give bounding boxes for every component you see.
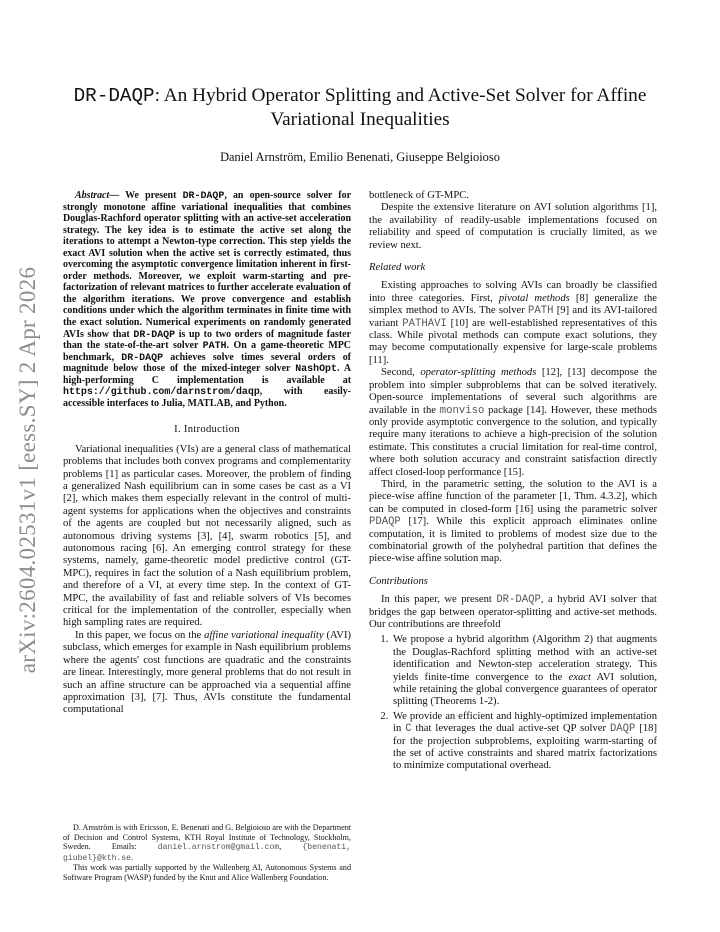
related-work-paragraph: Second, operator-splitting methods [12], [13] decompose the problem into simpler subproblems that can be solved iteratively. Open-source implementations of several such algorithms are available in the monviso package [14]. However, these methods only provide asymptotic convergence to the solution, and typically require many iterations to achieve a high-precision of the solution estimate. This constitutes a crucial limitation for real-time control, where both solution accuracy and constraint satisfaction directly affect closed-loop performance [15]. [369,367,658,478]
paper-title: DR-DAQP: An Hybrid Operator Splitting and Active-Set Solver for Affine Variational Inequalities [73,85,647,130]
section-heading-introduction: I. Introduction [174,424,240,436]
intro-paragraph: Variational inequalities (VIs) are a general class of mathematical problems that includes both convex programs and complementarity problems [1] as particular cases. Moreover, the problem of finding a generalized Nash equilibrium can in some cases be cast as a VI [2], which makes them especially relevant in the control of multi-agent systems for applications when the objectives and constraints of the agents are coupled but not necessarily aligned, such as autonomous driving systems [3], [4], swarm robotics [5], and autonomous racing [6]. An emerging control strategy for these systems, namely, game-theoretic model predictive control (GT-MPC), requires in fact the solution of a Nash equilibrium problem, and therefore of a VI, at every time step. In the context of GT-MPC, the availability of fast and reliable solvers of VIs becomes critical for the implementation of the controller, especially when high sampling rates are required. [63,443,351,629]
author-list: Daniel Arnström, Emilio Benenati, Giuseppe Belgioioso [220,150,500,164]
footnote-funding: This work was partially supported by the Wallenberg AI, Autonomous Systems and Software Program (WASP) funded by the Knut and Alice Wallenberg Foundation. [63,863,351,882]
contribution-item: 2. We provide an efficient and highly-optimized implementation in C that leverages the dual active-set QP solver DAQP [18] for the projection subproblems, exploiting warm-starting of the set of active constraints and shared matrix factorizations to minimize computational overhead. [391,711,657,773]
abstract: Abstract— We present DR-DAQP, an open-source solver for strongly monotone affine variational inequalities that combines Douglas-Rachford operator splitting with an active-set acceleration strategy. The key idea is to estimate the active set along the iterations to attempt a Newton-type correction. This step yields the exact AVI solution when the active set is correctly estimated, thus overcoming the asymptotic convergence limitation inherent in first-order methods. Moreover, we exploit warm-starting and pre-factorization of relevant matrices to further accelerate evaluation of the algorithm iterations. We prove convergence and establish conditions under which the algorithm terminates in finite time with the exact solution. Numerical experiments on randomly generated AVIs show that DR-DAQP is up to two orders of magnitude faster than the state-of-the-art solver PATH. On a game-theoretic MPC benchmark, DR-DAQP achieves solve times several orders of magnitude below those of the mixed-integer solver NashOpt. A high-performing C implementation is available at https://github.com/darnstrom/daqp, with easily-accessible interfaces to Julia, MATLAB, and Python. [63,190,351,409]
affiliation-footnote [63,823,351,882]
left-column [63,190,351,717]
intro-paragraph: In this paper, we focus on the affine variational inequality (AVI) subclass, which emerges for example in Nash equilibrium problems where the agents' cost functions are quadratic and the constraints are linear. Interestingly, more general problems that do not result in such an affine structure can be approached via a sequential affine approximation [3], [7]. Thus, AVIs constitute the fundamental computational [63,629,351,716]
intro-paragraph: Despite the extensive literature on AVI solution algorithms [1], the availability of readily-usable implementations focused on reliability and speed of computation is crucially limited, as we review next. [369,202,657,251]
arxiv-identifier-stamp: arXiv:2604.02531v1 [eess.SY] 2 Apr 2026 [15,266,40,674]
intro-paragraph-continued: bottleneck of GT-MPC. [369,190,469,201]
related-work-paragraph: Third, in the parametric setting, the solution to the AVI is a piece-wise affine function of the parameter [1, Thm. 4.3.2], which can be computed in closed-form [16] using the parametric solver PDAQP [17]. While this explicit approach eliminates online computation, it is limited to problems of modest size due to the combinatorial growth of the polyhedral partition that defines the piece-wise affine solution map. [369,478,657,565]
contributions-paragraph: In this paper, we present DR-DAQP, a hybrid AVI solver that bridges the gap between operator-splitting and active-set methods. Our contributions are threefold [369,594,657,630]
footnote-affiliation: D. Arnström is with Ericsson, E. Benenati and G. Belgioioso are with the Department of Decision and Control Systems, KTH Royal Institute of Technology, Stockholm, Sweden. Emails: daniel.arnstrom@gmail.com, {benenati, giubel}@kth.se. [63,823,351,863]
contribution-item: 1. We propose a hybrid algorithm (Algorithm 2) that augments the Douglas-Rachford splitting method with an active-set identification and Newton-step acceleration strategy. This yields finite-time convergence to the exact AVI solution, while retaining the global convergence guarantees of operator splitting (Theorems 1-2). [391,634,657,708]
right-column [369,190,657,775]
subsection-heading-related-work: Related work [369,262,426,274]
contributions-list [369,634,657,772]
title-solver-name: DR-DAQP [73,85,155,107]
subsection-heading-contributions: Contributions [369,575,428,587]
related-work-paragraph: Existing approaches to solving AVIs can broadly be classified into three categories. First, pivotal methods [8] generalize the simplex method to AVIs. The solver PATH [9] and its AVI-tailored variant PATHAVI [10] are well-established representatives of this class. While pivotal methods can compute exact solutions, they may become computationally expensive for large-scale problems [11]. [369,280,658,366]
